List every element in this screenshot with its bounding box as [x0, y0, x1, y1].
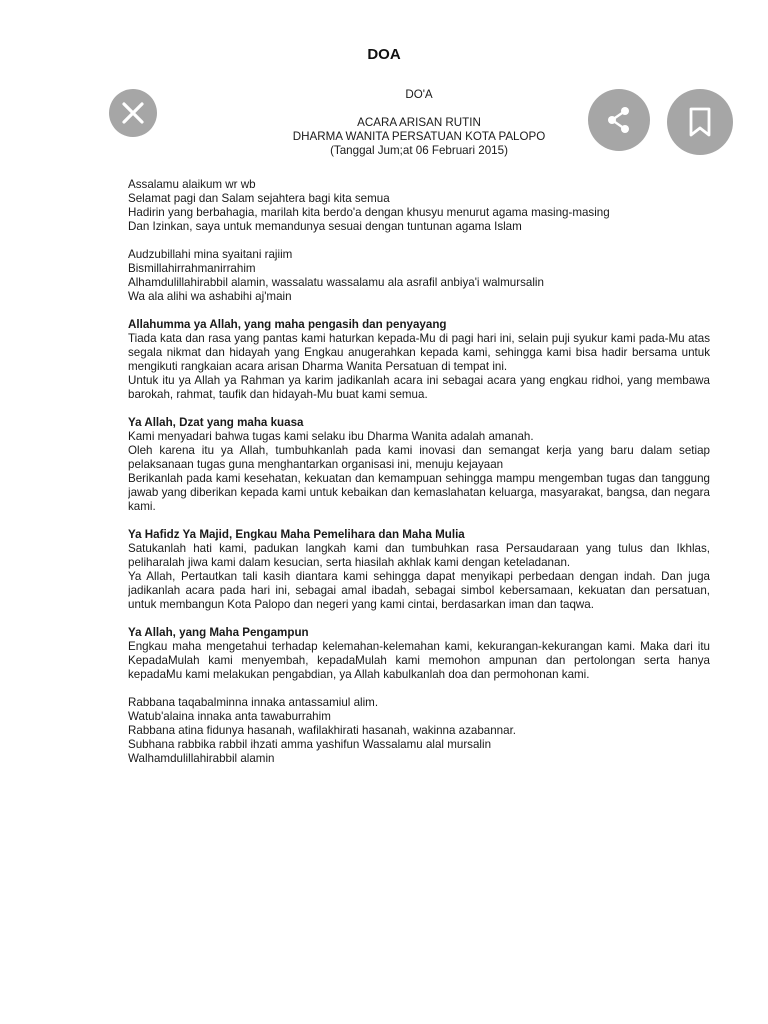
paragraph-line: Watub'alaina innaka anta tawaburrahim	[128, 710, 331, 723]
text-block	[128, 178, 710, 234]
paragraph-line: Walhamdulillahirabbil alamin	[128, 752, 275, 765]
document-organization: DHARMA WANITA PERSATUAN KOTA PALOPO	[292, 130, 546, 143]
document-page	[128, 88, 710, 936]
paragraph-line: Wa ala alihi wa ashabihi aj'main	[128, 290, 292, 303]
paragraph-line: Engkau maha mengetahui terhadap kelemahan-kelemahan kami, kekurangan-kekurangan kami. Maka dari itu KepadaMulah kami menyembah, kepadaMulah kami memohon ampunan dan pertolongan serta hanya kepadaMu kami melakukan pengabdian, ya Allah kabulkanlah doa dan permohonan kami.	[128, 640, 710, 681]
text-block	[128, 696, 710, 766]
paragraph-line: Subhana rabbika rabbil ihzati amma yashifun Wassalamu alal mursalin	[128, 738, 492, 751]
block-heading: Ya Allah, Dzat yang maha kuasa	[128, 416, 304, 429]
text-block	[128, 528, 710, 612]
paragraph-line: Selamat pagi dan Salam sejahtera bagi kita semua	[128, 192, 390, 205]
bookmark-button[interactable]	[667, 89, 733, 155]
document-title: DO'A	[405, 88, 433, 101]
paragraph-line: Assalamu alaikum wr wb	[128, 178, 256, 191]
paragraph-line: Hadirin yang berbahagia, marilah kita berdo'a dengan khusyu menurut agama masing-masing	[128, 206, 610, 219]
paragraph-line: Alhamdulillahirabbil alamin, wassalatu wassalamu ala asrafil anbiya'i walmursalin	[128, 276, 544, 289]
page-title: DOA	[367, 46, 401, 63]
share-button[interactable]	[588, 89, 650, 151]
paragraph-line: Tiada kata dan rasa yang pantas kami haturkan kepada-Mu di pagi hari ini, selain puji syukur kami pada-Mu atas segala nikmat dan hidayah yang Engkau anugerahkan kepada kami, sehingga kami bisa hadir bersama untuk mengikuti rangkaian acara arisan Dharma Wanita Persatuan di tempat ini.	[128, 332, 710, 373]
block-heading: Ya Hafidz Ya Majid, Engkau Maha Pemelihara dan Maha Mulia	[128, 528, 465, 541]
document-body	[128, 178, 710, 766]
bookmark-icon	[687, 107, 713, 137]
text-block	[128, 318, 710, 402]
text-block	[128, 248, 710, 304]
paragraph-line: Kami menyadari bahwa tugas kami selaku ibu Dharma Wanita adalah amanah.	[128, 430, 534, 443]
paragraph-line: Dan Izinkan, saya untuk memandunya sesuai dengan tuntunan agama Islam	[128, 220, 522, 233]
document-subtitle: ACARA ARISAN RUTIN	[357, 116, 481, 129]
paragraph-line: Ya Allah, Pertautkan tali kasih diantara kami sehingga dapat menyikapi perbedaan dengan indah. Dan juga jadikanlah acara pada hari ini, sebagai amal ibadah, sebagai simbol kebersamaan, kekuatan dan persatuan, untuk membangun Kota Palopo dan negeri yang kami cintai, berdasarkan iman dan taqwa.	[128, 570, 710, 611]
close-icon	[120, 100, 146, 126]
text-block	[128, 416, 710, 514]
paragraph-line: Audzubillahi mina syaitani rajiim	[128, 248, 293, 261]
paragraph-line: Oleh karena itu ya Allah, tumbuhkanlah pada kami inovasi dan semangat kerja yang baru dalam setiap pelaksanaan tugas guna menghantarkan organisasi ini, menuju kejayaan	[128, 444, 710, 471]
paragraph-line: Untuk itu ya Allah ya Rahman ya karim jadikanlah acara ini sebagai acara yang engkau ridhoi, yang membawa barokah, rahmat, taufik dan hidayah-Mu buat kami semua.	[128, 374, 710, 401]
paragraph-line: Bismillahirrahmanirrahim	[128, 262, 256, 275]
paragraph-line: Rabbana taqabalminna innaka antassamiul alim.	[128, 696, 379, 709]
paragraph-line: Satukanlah hati kami, padukan langkah kami dan tumbuhkan rasa Persaudaraan yang tulus dan Ikhlas, peliharalah jiwa kami dalam kesucian, serta hiasilah akhlak kami dengan keteladanan.	[128, 542, 710, 569]
block-heading: Allahumma ya Allah, yang maha pengasih dan penyayang	[128, 318, 447, 331]
text-block	[128, 626, 710, 682]
share-icon	[603, 104, 635, 136]
paragraph-line: Rabbana atina fidunya hasanah, wafilakhirati hasanah, wakinna azabannar.	[128, 724, 517, 737]
document-date: (Tanggal Jum;at 06 Februari 2015)	[330, 144, 508, 157]
close-button[interactable]	[109, 89, 157, 137]
block-heading: Ya Allah, yang Maha Pengampun	[128, 626, 309, 639]
paragraph-line: Berikanlah pada kami kesehatan, kekuatan dan kemampuan sehingga mampu mengemban tugas dan tanggung jawab yang diberikan kepada kami untuk kebaikan dan kemaslahatan keluarga, masyarakat, bangsa, dan negara kami.	[128, 472, 710, 513]
